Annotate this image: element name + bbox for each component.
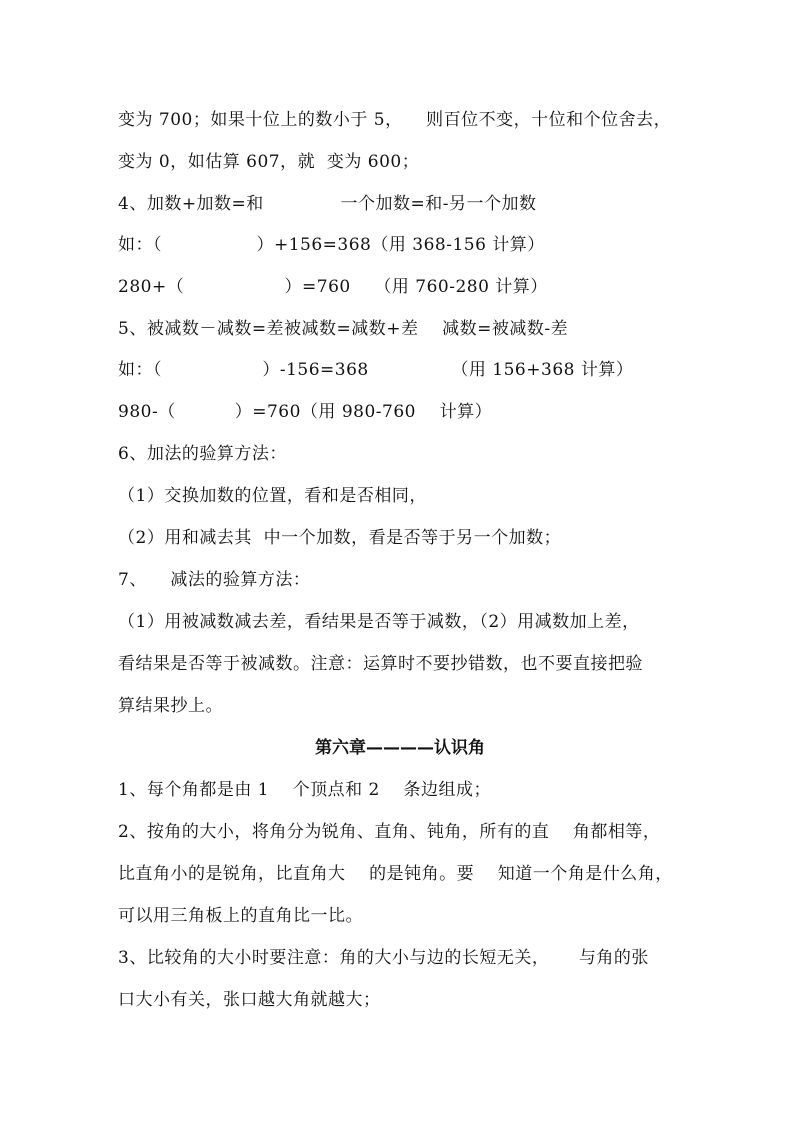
text-line: 变为 700；如果十位上的数小于 5， 则百位不变，十位和个位舍去， (118, 110, 672, 130)
text-line: 6、加法的验算方法： (118, 444, 287, 464)
text-line: 看结果是否等于被减数。注意：运算时不要抄错数，也不要直接把验 (118, 654, 643, 674)
text-line: 3、比较角的大小时要注意：角的大小与边的长短无关， 与角的张 (118, 948, 649, 968)
text-line: 口大小有关，张口越大角就越大； (118, 990, 381, 1010)
text-line: 4、加数+加数=和 一个加数=和-另一个加数 (118, 194, 537, 214)
text-line: 如：（ ）-156=368 （用 156+368 计算） (118, 360, 634, 380)
text-line: 5、被减数－减数=差被减数=减数+差 减数=被减数-差 (118, 319, 569, 339)
text-line: 变为 0，如估算 607，就 变为 600； (118, 152, 420, 172)
text-line: （1）用被减数减去差，看结果是否等于减数，（2）用减数加上差， (118, 612, 640, 632)
text-line: 算结果抄上。 (118, 696, 223, 716)
text-line: （2）用和减去其 中一个加数，看是否等于另一个加数； (118, 528, 562, 548)
text-line: 1、每个角都是由 1 个顶点和 2 条边组成； (118, 780, 491, 800)
text-line: 如：（ ）+156=368（用 368-156 计算） (118, 235, 545, 255)
text-line: 980-（ ）=760（用 980-760 计算） (118, 402, 493, 422)
text-line: 比直角小的是锐角，比直角大 的是钝角。要 知道一个角是什么角， (118, 864, 673, 884)
text-line: 280+（ ）=760 （用 760-280 计算） (118, 277, 548, 297)
text-line: 可以用三角板上的直角比一比。 (118, 906, 363, 926)
text-line: （1）交换加数的位置，看和是否相同， (118, 486, 427, 506)
text-line: 2、按角的大小，将角分为锐角、直角、钝角，所有的直 角都相等， (118, 822, 661, 842)
text-line: 7、 减法的验算方法： (118, 570, 311, 590)
chapter-title: 第六章————认识角 (315, 738, 485, 758)
